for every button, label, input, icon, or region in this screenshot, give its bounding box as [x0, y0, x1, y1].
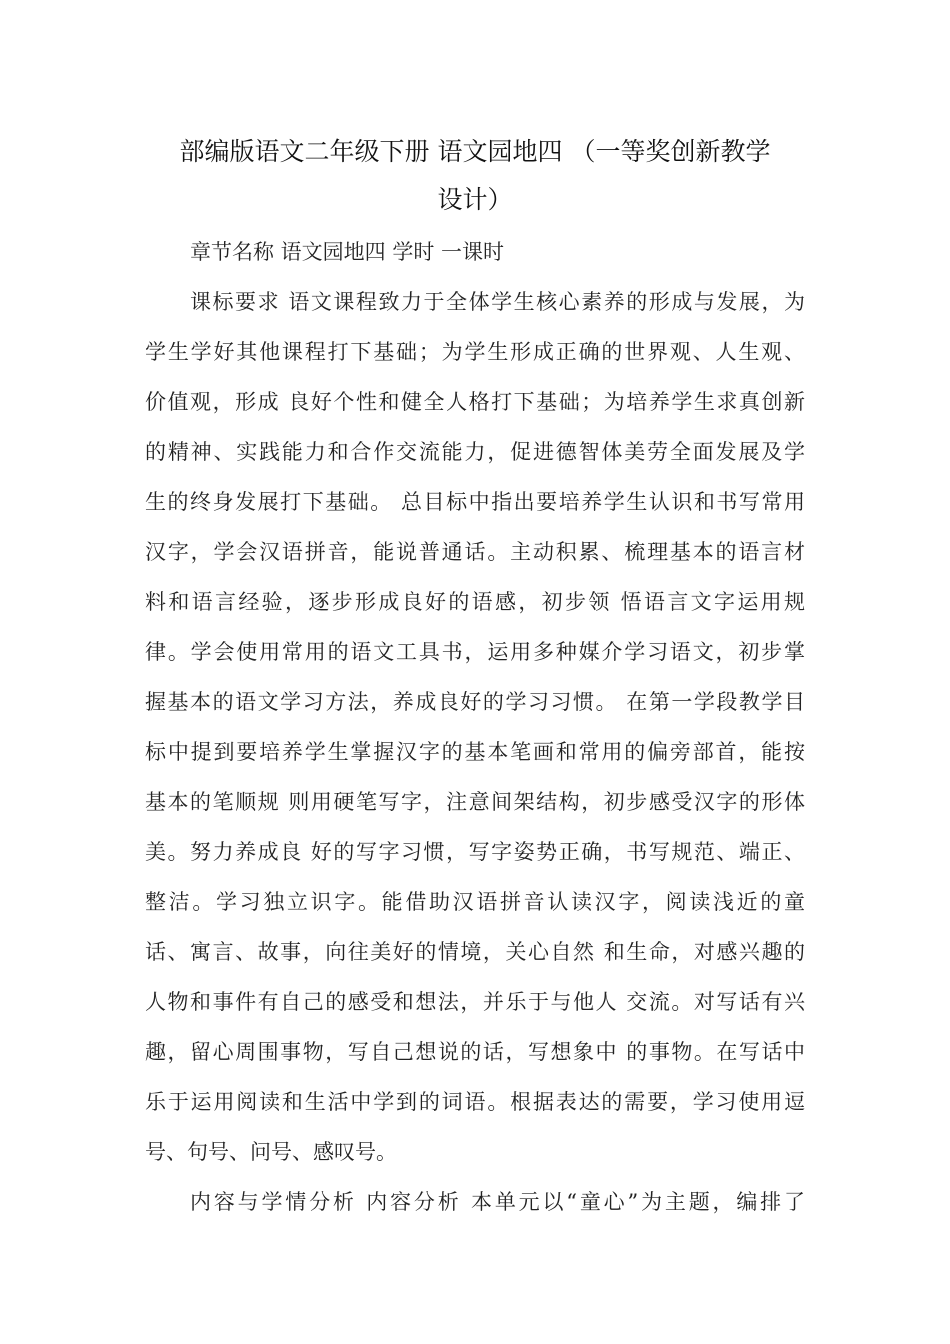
paragraph-line: 料和语言经验，逐步形成良好的语感，初步领 悟语言文字运用规 — [145, 590, 805, 614]
paragraph-line: 乐于运用阅读和生活中学到的词语。根据表达的需要，学习使用逗 — [145, 1090, 805, 1114]
paragraph-line: 汉字，学会汉语拼音，能说普通话。主动积累、梳理基本的语言材 — [145, 540, 805, 564]
paragraph-line: 的精神、实践能力和合作交流能力，促进德智体美劳全面发展及学 — [145, 440, 805, 464]
title-line-1: 部编版语文二年级下册 语文园地四 （一等奖创新教学 — [179, 137, 771, 166]
paragraph-line: 内容与学情分析 内容分析 本单元以“童心”为主题，编排了 — [190, 1190, 805, 1214]
paragraph-line: 生的终身发展打下基础。 总目标中指出要培养学生认识和书写常用 — [145, 490, 805, 514]
document-title — [145, 128, 805, 224]
paragraph-line: 律。学会使用常用的语文工具书，运用多种媒介学习语文，初步掌 — [145, 640, 805, 664]
title-line-2: 设计） — [437, 185, 513, 214]
paragraph-line: 号、句号、问号、感叹号。 — [145, 1140, 397, 1164]
paragraph-line: 美。努力养成良 好的写字习惯，写字姿势正确，书写规范、端正、 — [145, 840, 805, 864]
paragraph-line: 基本的笔顺规 则用硬笔写字，注意间架结构，初步感受汉字的形体 — [145, 790, 805, 814]
paragraph-line: 标中提到要培养学生掌握汉字的基本笔画和常用的偏旁部首，能按 — [145, 740, 805, 764]
paragraph-line: 话、寓言、故事，向往美好的情境，关心自然 和生命，对感兴趣的 — [145, 940, 805, 964]
chapter-meta-line: 章节名称 语文园地四 学时 一课时 — [190, 240, 505, 264]
paragraph-line: 趣，留心周围事物，写自己想说的话，写想象中 的事物。在写话中 — [145, 1040, 805, 1064]
paragraph-line: 握基本的语文学习方法，养成良好的学习习惯。 在第一学段教学目 — [145, 690, 805, 714]
paragraph-line: 价值观，形成 良好个性和健全人格打下基础；为培养学生求真创新 — [145, 390, 805, 414]
paragraph-line: 整洁。学习独立识字。能借助汉语拼音认读汉字，阅读浅近的童 — [145, 890, 805, 914]
paragraph-line: 学生学好其他课程打下基础；为学生形成正确的世界观、人生观、 — [145, 340, 805, 364]
paragraph-line: 人物和事件有自己的感受和想法，并乐于与他人 交流。对写话有兴 — [145, 990, 805, 1014]
paragraph-line: 课标要求 语文课程致力于全体学生核心素养的形成与发展，为 — [190, 290, 805, 314]
